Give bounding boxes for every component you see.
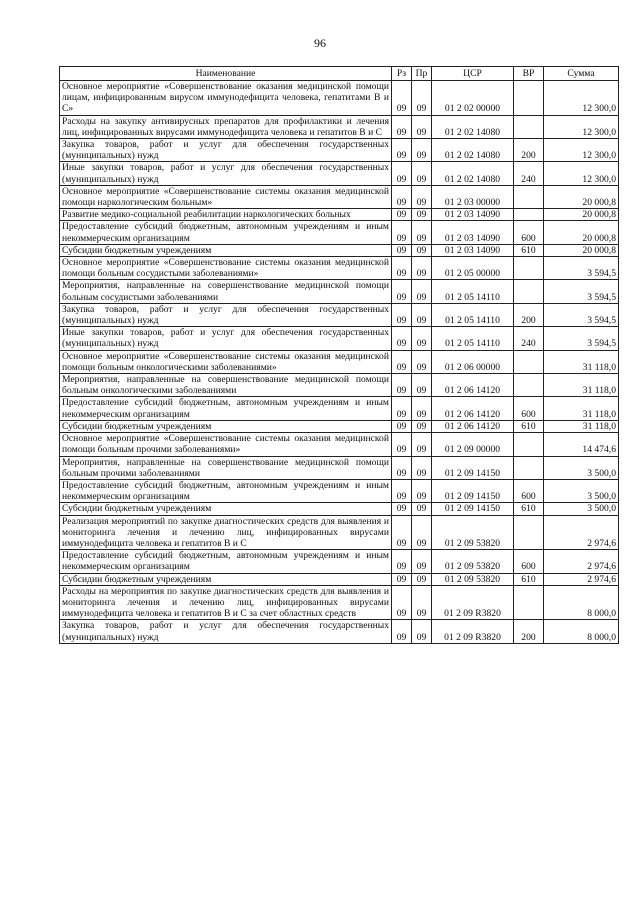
cell-rz: 09 [392, 515, 412, 550]
cell-name: Основное мероприятие «Совершенствование оказания медицинской помощи лицам, инфицированным вирусом иммунодефицита человека, гепатитами В и С» [60, 81, 392, 116]
table-row [60, 550, 619, 573]
cell-name: Предоставление субсидий бюджетным, автономным учреждениям и иным некоммерческим организациям [60, 479, 392, 502]
cell-pr: 09 [412, 280, 432, 303]
cell-pr: 09 [412, 374, 432, 397]
cell-pr: 09 [412, 456, 432, 479]
cell-vr: 600 [514, 221, 544, 244]
cell-vr [514, 515, 544, 550]
cell-rz: 09 [392, 185, 412, 208]
cell-pr: 09 [412, 433, 432, 456]
column-header-csr: ЦСР [432, 67, 514, 81]
cell-sum: 20 000,8 [544, 221, 619, 244]
cell-rz: 09 [392, 162, 412, 185]
cell-name: Закупка товаров, работ и услуг для обеспечения государственных (муниципальных) нужд [60, 620, 392, 643]
cell-sum: 14 474,6 [544, 433, 619, 456]
budget-table [59, 66, 619, 644]
cell-pr: 09 [412, 397, 432, 420]
cell-vr [514, 350, 544, 373]
cell-name: Субсидии бюджетным учреждениям [60, 573, 392, 585]
cell-vr: 200 [514, 303, 544, 326]
cell-rz: 09 [392, 397, 412, 420]
cell-pr: 09 [412, 550, 432, 573]
cell-csr: 01 2 05 14110 [432, 327, 514, 350]
cell-rz: 09 [392, 81, 412, 116]
cell-name: Субсидии бюджетным учреждениям [60, 244, 392, 256]
table-body [60, 81, 619, 644]
cell-sum: 3 594,5 [544, 257, 619, 280]
cell-vr: 610 [514, 503, 544, 515]
cell-vr [514, 374, 544, 397]
cell-pr: 09 [412, 139, 432, 162]
cell-pr: 09 [412, 257, 432, 280]
cell-pr: 09 [412, 585, 432, 620]
cell-name: Закупка товаров, работ и услуг для обеспечения государственных (муниципальных) нужд [60, 139, 392, 162]
cell-vr [514, 209, 544, 221]
cell-rz: 09 [392, 303, 412, 326]
cell-sum: 3 594,5 [544, 303, 619, 326]
cell-csr: 01 2 09 53820 [432, 515, 514, 550]
cell-sum: 12 300,0 [544, 115, 619, 138]
cell-vr: 240 [514, 327, 544, 350]
cell-csr: 01 2 05 14110 [432, 303, 514, 326]
cell-vr [514, 185, 544, 208]
cell-csr: 01 2 02 14080 [432, 115, 514, 138]
cell-rz: 09 [392, 244, 412, 256]
cell-vr [514, 81, 544, 116]
table-row [60, 115, 619, 138]
cell-rz: 09 [392, 433, 412, 456]
cell-csr: 01 2 06 14120 [432, 420, 514, 432]
cell-sum: 31 118,0 [544, 350, 619, 373]
cell-pr: 09 [412, 620, 432, 643]
table-row [60, 162, 619, 185]
table-row [60, 420, 619, 432]
cell-name: Основное мероприятие «Совершенствование системы оказания медицинской помощи больным сосудистыми заболеваниями» [60, 257, 392, 280]
cell-vr [514, 585, 544, 620]
cell-name: Реализация мероприятий по закупке диагностических средств для выявления и мониторинга лечения и лечению лиц, инфицированных вирусами иммунодефицита человека и гепатитов В и С [60, 515, 392, 550]
table-row [60, 139, 619, 162]
cell-pr: 09 [412, 221, 432, 244]
column-header-pr: Пр [412, 67, 432, 81]
column-header-rz: Рз [392, 67, 412, 81]
cell-pr: 09 [412, 209, 432, 221]
cell-rz: 09 [392, 503, 412, 515]
cell-name: Предоставление субсидий бюджетным, автономным учреждениям и иным некоммерческим организациям [60, 550, 392, 573]
page-number: 96 [314, 36, 326, 50]
cell-pr: 09 [412, 244, 432, 256]
cell-sum: 31 118,0 [544, 420, 619, 432]
table-row [60, 620, 619, 643]
cell-name: Мероприятия, направленные на совершенствование медицинской помощи больным сосудистыми заболеваниями [60, 280, 392, 303]
cell-pr: 09 [412, 503, 432, 515]
cell-name: Субсидии бюджетным учреждениям [60, 420, 392, 432]
cell-sum: 12 300,0 [544, 81, 619, 116]
cell-name: Иные закупки товаров, работ и услуг для обеспечения государственных (муниципальных) нужд [60, 327, 392, 350]
cell-name: Закупка товаров, работ и услуг для обеспечения государственных (муниципальных) нужд [60, 303, 392, 326]
cell-csr: 01 2 06 14120 [432, 397, 514, 420]
cell-csr: 01 2 06 00000 [432, 350, 514, 373]
table-row [60, 244, 619, 256]
cell-pr: 09 [412, 420, 432, 432]
cell-pr: 09 [412, 350, 432, 373]
cell-vr: 200 [514, 620, 544, 643]
cell-name: Основное мероприятие «Совершенствование системы оказания медицинской помощи больным онкологическими заболеваниями» [60, 350, 392, 373]
cell-csr: 01 2 09 14150 [432, 503, 514, 515]
cell-vr: 610 [514, 420, 544, 432]
cell-csr: 01 2 09 R3820 [432, 620, 514, 643]
table-header-row [60, 67, 619, 81]
table-row [60, 515, 619, 550]
cell-vr: 610 [514, 244, 544, 256]
cell-name: Предоставление субсидий бюджетным, автономным учреждениям и иным некоммерческим организациям [60, 221, 392, 244]
table-row [60, 374, 619, 397]
table-row [60, 81, 619, 116]
table-row [60, 221, 619, 244]
table-row [60, 573, 619, 585]
cell-vr [514, 456, 544, 479]
cell-vr: 610 [514, 573, 544, 585]
cell-vr: 240 [514, 162, 544, 185]
cell-pr: 09 [412, 115, 432, 138]
cell-name: Расходы на мероприятия по закупке диагностических средств для выявления и мониторинга лечения и лечению лиц, инфицированных вирусами иммунодефицита человека и гепатитов В и С за счет областных средств [60, 585, 392, 620]
cell-name: Иные закупки товаров, работ и услуг для обеспечения государственных (муниципальных) нужд [60, 162, 392, 185]
cell-sum: 31 118,0 [544, 397, 619, 420]
cell-sum: 3 500,0 [544, 503, 619, 515]
cell-sum: 20 000,8 [544, 185, 619, 208]
table-row [60, 303, 619, 326]
cell-vr: 200 [514, 139, 544, 162]
column-header-vr: ВР [514, 67, 544, 81]
cell-vr: 600 [514, 479, 544, 502]
cell-name: Основное мероприятие «Совершенствование системы оказания медицинской помощи наркологическим больным» [60, 185, 392, 208]
cell-pr: 09 [412, 573, 432, 585]
cell-vr [514, 115, 544, 138]
cell-csr: 01 2 09 53820 [432, 573, 514, 585]
table-row [60, 209, 619, 221]
table-row [60, 185, 619, 208]
table-row [60, 585, 619, 620]
cell-rz: 09 [392, 479, 412, 502]
cell-rz: 09 [392, 257, 412, 280]
cell-vr [514, 257, 544, 280]
column-header-sum: Сумма [544, 67, 619, 81]
cell-sum: 20 000,8 [544, 244, 619, 256]
cell-rz: 09 [392, 115, 412, 138]
cell-sum: 2 974,6 [544, 515, 619, 550]
cell-pr: 09 [412, 162, 432, 185]
cell-rz: 09 [392, 420, 412, 432]
table-row [60, 350, 619, 373]
cell-vr [514, 280, 544, 303]
cell-sum: 12 300,0 [544, 162, 619, 185]
column-header-name: Наименование [60, 67, 392, 81]
cell-name: Предоставление субсидий бюджетным, автономным учреждениям и иным некоммерческим организациям [60, 397, 392, 420]
cell-csr: 01 2 02 00000 [432, 81, 514, 116]
cell-pr: 09 [412, 185, 432, 208]
cell-name: Мероприятия, направленные на совершенствование медицинской помощи больным онкологическими заболеваниями [60, 374, 392, 397]
cell-sum: 31 118,0 [544, 374, 619, 397]
cell-sum: 20 000,8 [544, 209, 619, 221]
cell-rz: 09 [392, 550, 412, 573]
cell-name: Основное мероприятие «Совершенствование системы оказания медицинской помощи больным прочими заболеваниями» [60, 433, 392, 456]
cell-rz: 09 [392, 221, 412, 244]
cell-rz: 09 [392, 209, 412, 221]
cell-csr: 01 2 03 00000 [432, 185, 514, 208]
table-row [60, 479, 619, 502]
cell-rz: 09 [392, 573, 412, 585]
cell-rz: 09 [392, 374, 412, 397]
table-row [60, 433, 619, 456]
cell-csr: 01 2 03 14090 [432, 221, 514, 244]
cell-sum: 3 500,0 [544, 456, 619, 479]
table-row [60, 397, 619, 420]
cell-sum: 2 974,6 [544, 550, 619, 573]
table-row [60, 503, 619, 515]
cell-rz: 09 [392, 620, 412, 643]
cell-csr: 01 2 09 14150 [432, 479, 514, 502]
table-row [60, 456, 619, 479]
cell-vr [514, 433, 544, 456]
cell-sum: 3 594,5 [544, 327, 619, 350]
cell-csr: 01 2 09 00000 [432, 433, 514, 456]
cell-rz: 09 [392, 350, 412, 373]
cell-rz: 09 [392, 327, 412, 350]
cell-rz: 09 [392, 280, 412, 303]
cell-sum: 3 594,5 [544, 280, 619, 303]
cell-csr: 01 2 03 14090 [432, 244, 514, 256]
cell-csr: 01 2 06 14120 [432, 374, 514, 397]
cell-vr: 600 [514, 550, 544, 573]
cell-csr: 01 2 05 00000 [432, 257, 514, 280]
cell-csr: 01 2 03 14090 [432, 209, 514, 221]
cell-rz: 09 [392, 456, 412, 479]
cell-csr: 01 2 09 R3820 [432, 585, 514, 620]
cell-pr: 09 [412, 479, 432, 502]
cell-csr: 01 2 05 14110 [432, 280, 514, 303]
cell-pr: 09 [412, 515, 432, 550]
cell-pr: 09 [412, 327, 432, 350]
cell-name: Развитие медико-социальной реабилитации наркологических больных [60, 209, 392, 221]
cell-sum: 8 000,0 [544, 585, 619, 620]
cell-csr: 01 2 09 14150 [432, 456, 514, 479]
cell-sum: 2 974,6 [544, 573, 619, 585]
cell-pr: 09 [412, 303, 432, 326]
cell-name: Субсидии бюджетным учреждениям [60, 503, 392, 515]
table-row [60, 257, 619, 280]
cell-vr: 600 [514, 397, 544, 420]
cell-name: Расходы на закупку антивирусных препаратов для профилактики и лечения лиц, инфицированных вирусами иммунодефицита человека и гепатитов В и С [60, 115, 392, 138]
table-row [60, 280, 619, 303]
cell-csr: 01 2 02 14080 [432, 139, 514, 162]
cell-name: Мероприятия, направленные на совершенствование медицинской помощи больным прочими заболеваниями [60, 456, 392, 479]
cell-rz: 09 [392, 585, 412, 620]
table-row [60, 327, 619, 350]
cell-sum: 8 000,0 [544, 620, 619, 643]
cell-pr: 09 [412, 81, 432, 116]
cell-rz: 09 [392, 139, 412, 162]
cell-csr: 01 2 09 53820 [432, 550, 514, 573]
cell-csr: 01 2 02 14080 [432, 162, 514, 185]
cell-sum: 12 300,0 [544, 139, 619, 162]
cell-sum: 3 500,0 [544, 479, 619, 502]
